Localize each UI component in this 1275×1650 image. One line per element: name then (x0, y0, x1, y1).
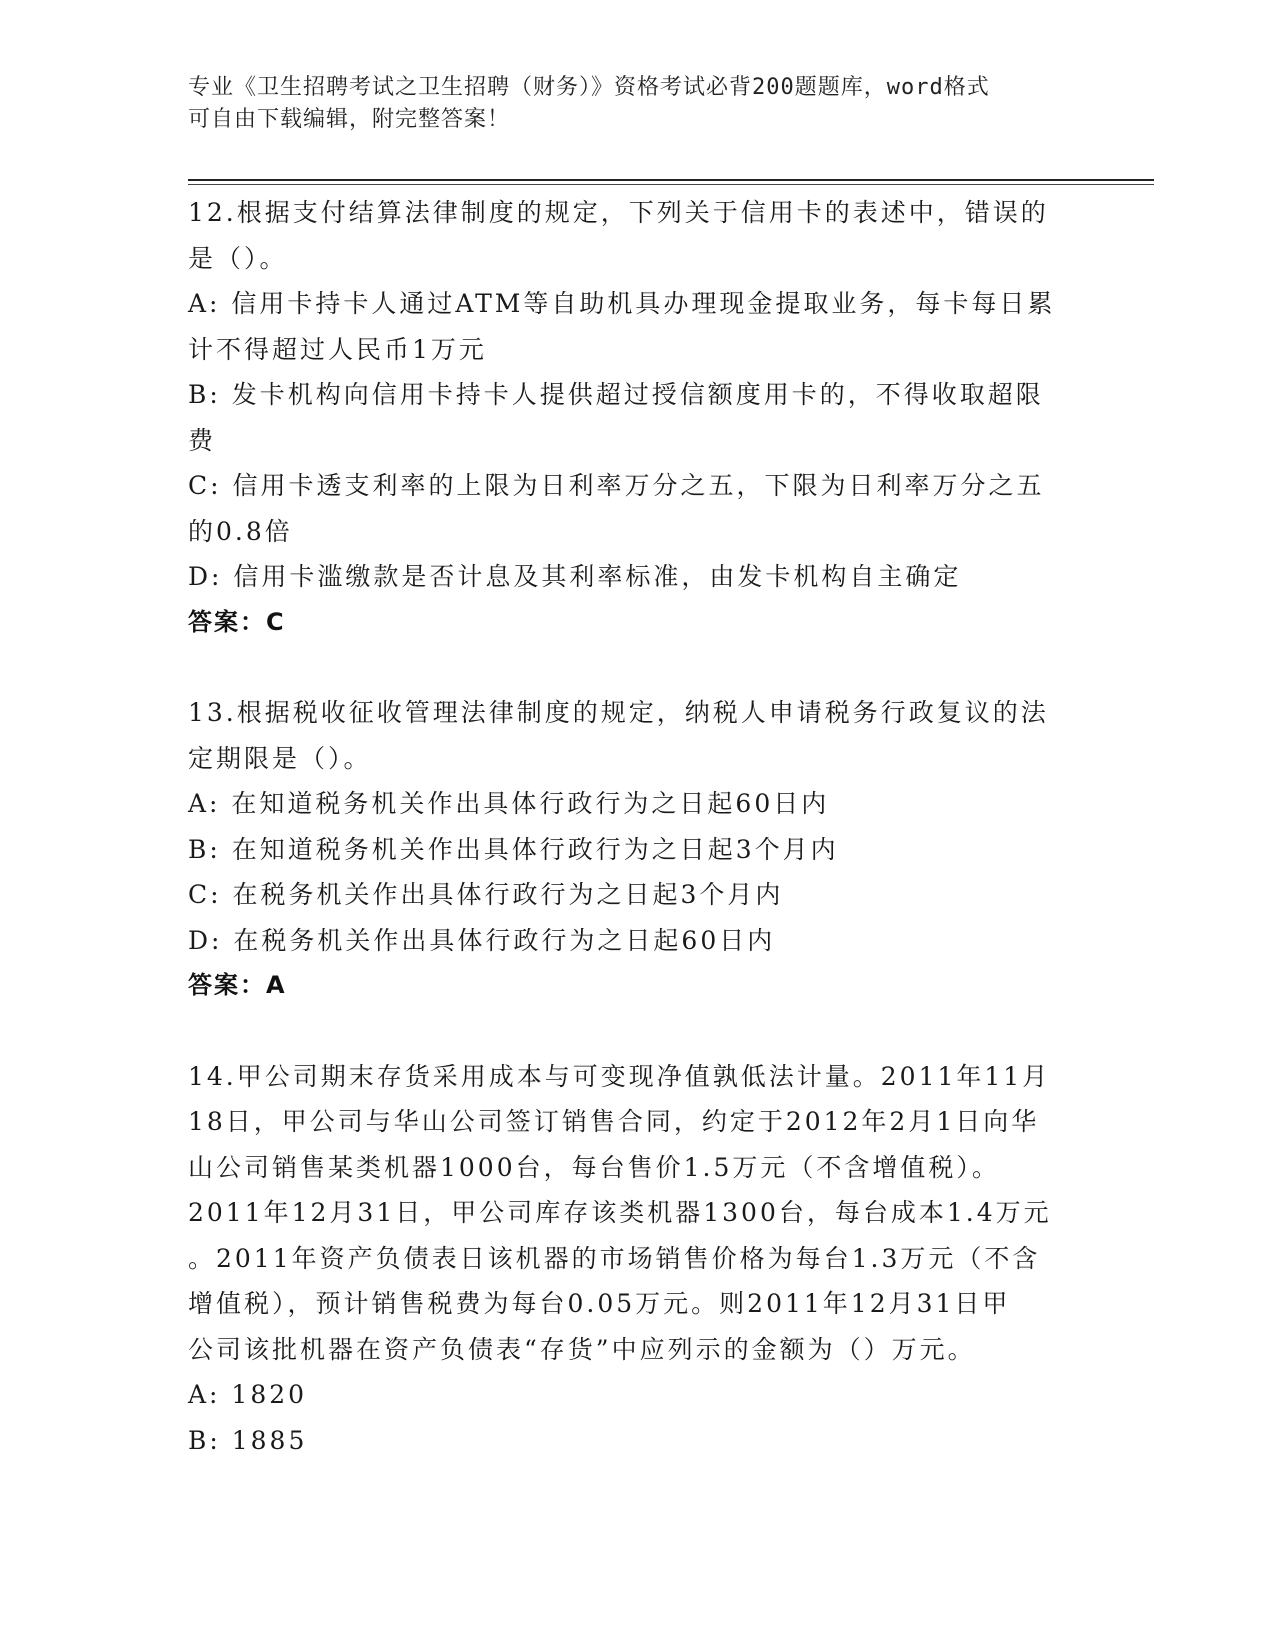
question-stem-line: 13.根据税收征收管理法律制度的规定，纳税人申请税务行政复议的法 (188, 698, 1049, 727)
option-a-continuation: 计不得超过人民币1万元 (188, 334, 487, 364)
question-14 (188, 1054, 1068, 1464)
question-stem-line: 增值税），预计销售税费为每台0.05万元。则2011年12月31日甲 (188, 1289, 1011, 1318)
header-divider-thin (188, 184, 1154, 185)
header-title-line-1: 专业《卫生招聘考试之卫生招聘（财务）》资格考试必背200题题库，word格式 (188, 75, 990, 100)
option-b-continuation: 费 (188, 425, 217, 455)
option-b-line: B: 发卡机构向信用卡持卡人提供超过授信额度用卡的，不得收取超限 (188, 380, 1044, 409)
option-b-line: B: 1885 (188, 1425, 308, 1455)
header-divider-thick (188, 179, 1154, 181)
question-list (188, 190, 1068, 1463)
question-stem-line: 山公司销售某类机器1000台，每台售价1.5万元（不含增值税）。 (188, 1152, 1000, 1182)
answer-label: 答案：C (188, 607, 286, 636)
question-13 (188, 690, 1068, 1009)
option-a-line: A: 信用卡持卡人通过ATM等自助机具办理现金提取业务，每卡每日累 (188, 289, 1056, 318)
answer-label: 答案：A (188, 971, 287, 999)
option-a-line: A: 在知道税务机关作出具体行政行为之日起60日内 (188, 789, 830, 818)
question-stem-line: 2011年12月31日，甲公司库存该类机器1300台，每台成本1.4万元 (188, 1198, 1052, 1227)
option-c-line: C: 信用卡透支利率的上限为日利率万分之五，下限为日利率万分之五 (188, 471, 1045, 500)
option-c-line: C: 在税务机关作出具体行政行为之日起3个月内 (188, 880, 784, 909)
header-title-line-2: 可自由下载编辑，附完整答案！ (188, 107, 511, 132)
option-d-line: D: 信用卡滥缴款是否计息及其利率标准，由发卡机构自主确定 (188, 562, 962, 591)
question-stem-line: 定期限是（）。 (188, 743, 372, 773)
option-c-continuation: 的0.8倍 (188, 516, 293, 546)
option-a-line: A: 1820 (188, 1380, 308, 1409)
question-stem-line: 。2011年资产负债表日该机器的市场销售价格为每台1.3万元（不含 (188, 1243, 1041, 1273)
question-stem-line: 12.根据支付结算法律制度的规定，下列关于信用卡的表述中，错误的 (188, 198, 1049, 227)
option-d-line: D: 在税务机关作出具体行政行为之日起60日内 (188, 925, 776, 955)
question-12 (188, 190, 1068, 645)
question-stem-line: 公司该批机器在资产负债表“存货”中应列示的金额为（）万元。 (188, 1334, 976, 1364)
question-stem-line: 是（）。 (188, 243, 288, 273)
option-b-line: B: 在知道税务机关作出具体行政行为之日起3个月内 (188, 834, 839, 864)
question-stem-line: 18日，甲公司与华山公司签订销售合同，约定于2012年2月1日向华 (188, 1107, 1040, 1136)
document-header (188, 72, 1068, 136)
question-stem-line: 14.甲公司期末存货采用成本与可变现净值孰低法计量。2011年11月 (188, 1061, 1051, 1091)
